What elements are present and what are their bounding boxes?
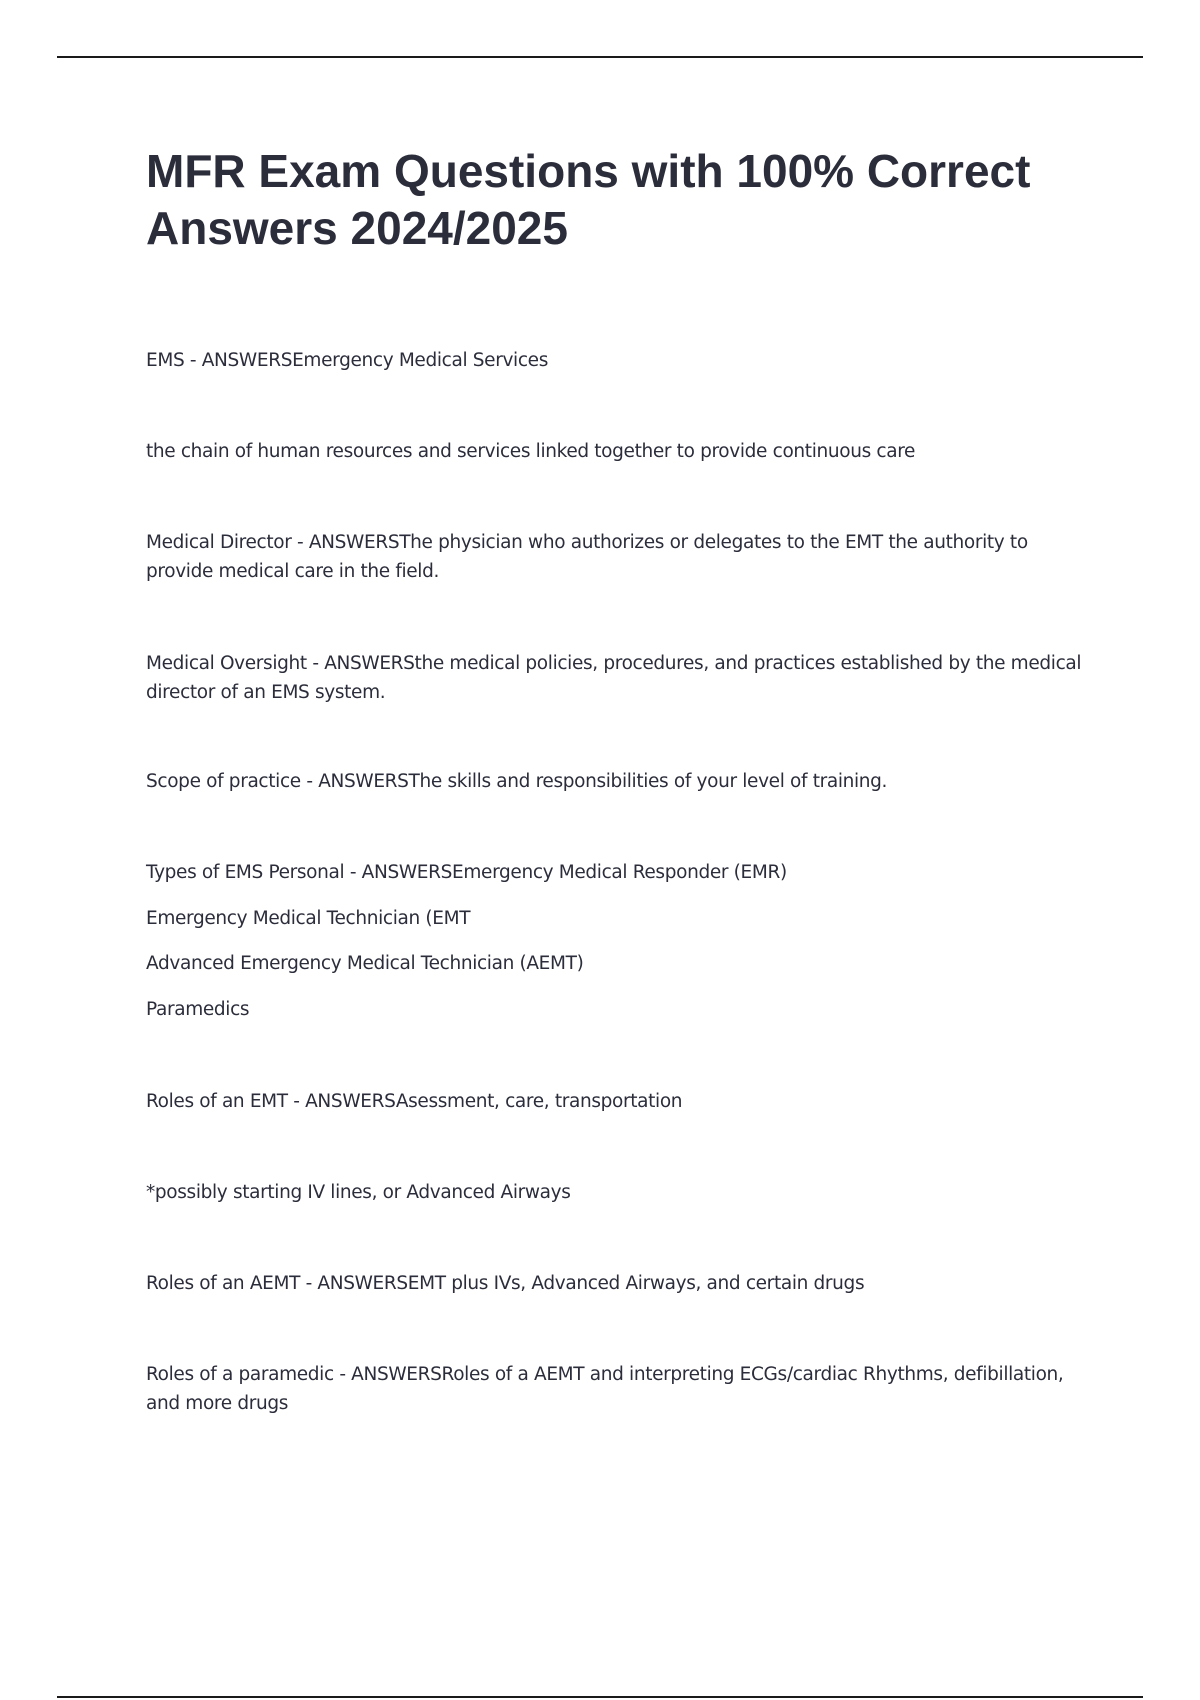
qa-scope-of-practice: Scope of practice - ANSWERSThe skills and responsibilities of your level of training.: [146, 771, 888, 792]
qa-medical-director: Medical Director - ANSWERSThe physician who authorizes or delegates to the EMT the authority to provide medical care in the field.: [146, 532, 1028, 582]
top-divider: [57, 56, 1143, 58]
list-item-emt: Emergency Medical Technician (EMT: [146, 908, 471, 929]
qa-types-of-ems: Types of EMS Personal - ANSWERSEmergency Medical Responder (EMR): [146, 862, 787, 883]
qa-roles-aemt: Roles of an AEMT - ANSWERSEMT plus IVs, Advanced Airways, and certain drugs: [146, 1273, 865, 1294]
bottom-divider: [57, 1696, 1143, 1698]
qa-medical-oversight: Medical Oversight - ANSWERSthe medical policies, procedures, and practices established by the medical director of an EMS system.: [146, 653, 1082, 703]
list-item-aemt: Advanced Emergency Medical Technician (AEMT): [146, 953, 584, 974]
qa-ems: EMS - ANSWERSEmergency Medical Services: [146, 350, 548, 371]
qa-roles-paramedic: Roles of a paramedic - ANSWERSRoles of a AEMT and interpreting ECGs/cardiac Rhythms, defibillation, and more drugs: [146, 1364, 1064, 1414]
note-iv-airways: *possibly starting IV lines, or Advanced Airways: [146, 1182, 571, 1203]
qa-roles-emt: Roles of an EMT - ANSWERSAsessment, care, transportation: [146, 1091, 683, 1112]
qa-ems-definition: the chain of human resources and services linked together to provide continuous care: [146, 441, 916, 462]
document-title: MFR Exam Questions with 100% Correct Answers 2024/2025: [146, 145, 1031, 254]
list-item-paramedics: Paramedics: [146, 999, 250, 1020]
